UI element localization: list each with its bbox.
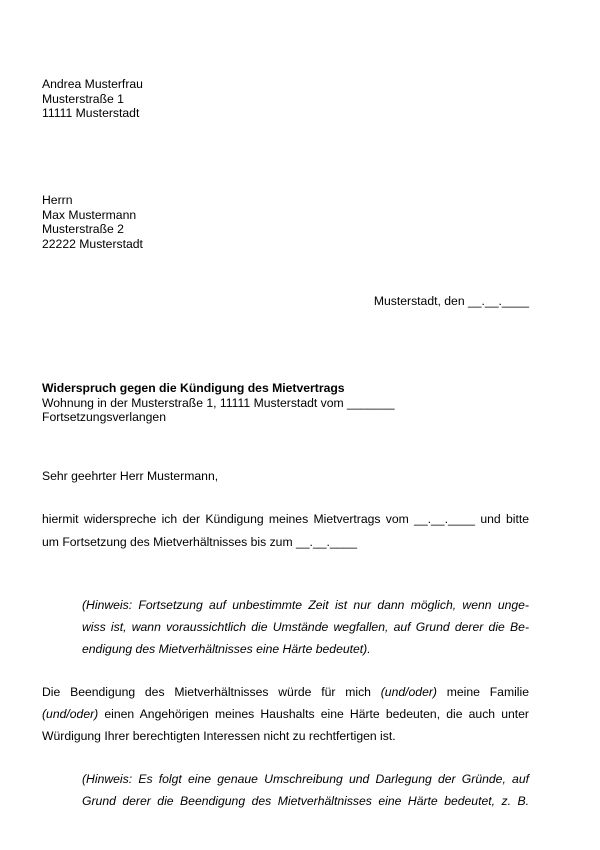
greeting: Sehr geehrter Herr Mustermann,	[42, 469, 219, 483]
paragraph-1-line-2: um Fortsetzung des Mietverhältnisses bis zum __.__.____	[42, 535, 358, 549]
paragraph-2-line-3: Würdigung Ihrer berechtigten Interessen nicht zu rechtfertigen ist.	[42, 729, 396, 743]
paragraph-1	[42, 508, 529, 554]
sender-street: Musterstraße 1	[42, 91, 124, 106]
recipient-name: Max Mustermann	[42, 207, 137, 222]
paragraph-2-line-1	[42, 681, 529, 703]
recipient-street: Musterstraße 2	[42, 222, 124, 236]
paragraph-2-line-2	[42, 703, 529, 725]
hint-2-line-1: (Hinweis: Es folgt eine genaue Umschreibung und Darlegung der Gründe, auf	[82, 772, 529, 786]
paragraph-2	[42, 681, 529, 747]
recipient-salutation: Herrn	[42, 193, 73, 207]
recipient-city: 22222 Musterstadt	[42, 236, 143, 251]
subject-title: Widerspruch gegen die Kündigung des Mietvertrags	[42, 381, 345, 395]
recipient-address	[42, 193, 143, 251]
hint-1-line-2: wiss ist, wann voraussichtlich die Umstände wegfallen, auf Grund derer die Be-	[82, 620, 529, 634]
paragraph-2-line-1-text-a: Die Beendigung des Mietverhältnisses würde für mich	[42, 685, 381, 699]
hint-1	[82, 594, 529, 660]
subject-block	[42, 381, 395, 425]
subject-line-2: Wohnung in der Musterstraße 1, 11111 Musterstadt vom _______	[42, 395, 395, 410]
paragraph-2-line-2-text-a: (und/oder)	[42, 707, 99, 721]
sender-city: 11111 Musterstadt	[42, 106, 140, 120]
sender-name: Andrea Musterfrau	[42, 77, 143, 91]
hint-1-line-3: endigung des Mietverhältnisses eine Härte bedeutet).	[82, 642, 371, 656]
paragraph-2-line-2-text-b: einen Angehörigen meines Haushalts eine Härte bedeuten, die auch unter	[98, 707, 529, 721]
date-line: Musterstadt, den __.__.____	[373, 294, 529, 308]
paragraph-2-line-1-text-b: (und/oder)	[380, 685, 437, 699]
subject-line-3: Fortsetzungsverlangen	[42, 410, 166, 424]
sender-address	[42, 77, 143, 121]
hint-2-line-2: Grund derer die Beendigung des Mietverhältnisses eine Härte bedeutet, z. B.	[82, 794, 529, 808]
hint-2	[82, 768, 529, 812]
hint-1-line-1: (Hinweis: Fortsetzung auf unbestimmte Zeit ist nur dann möglich, wenn unge-	[82, 598, 529, 612]
paragraph-1-line-1: hiermit widerspreche ich der Kündigung meines Mietvertrags vom __.__.____ und bitte	[42, 512, 529, 526]
paragraph-2-line-1-text-c: meine Familie	[436, 685, 529, 699]
